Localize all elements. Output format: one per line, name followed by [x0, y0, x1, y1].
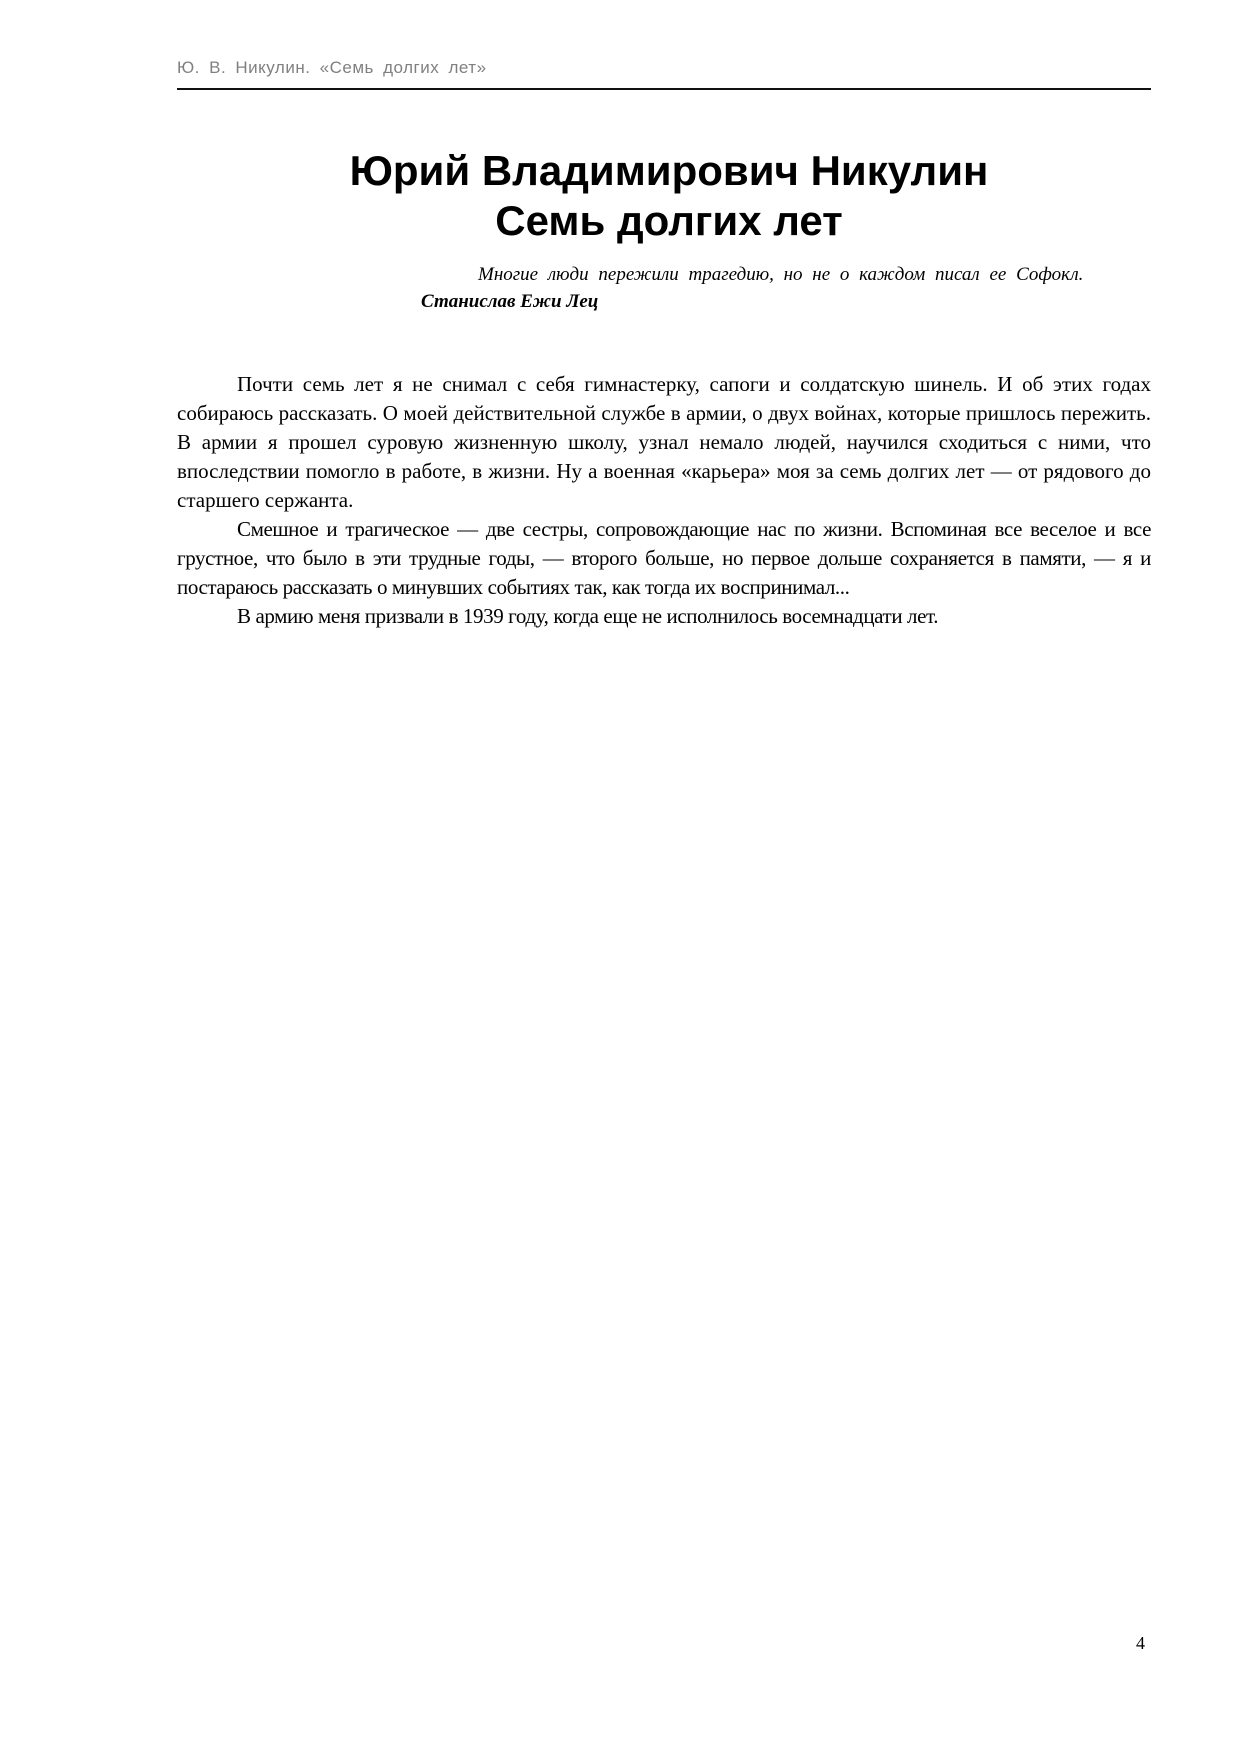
epigraph-author: Станислав Ежи Лец	[421, 291, 599, 312]
header-divider	[177, 88, 1151, 90]
epigraph-quote: Многие люди пережили трагедию, но не о каждом писал ее Софокл.	[478, 264, 1084, 285]
paragraph: Смешное и трагическое — две сестры, сопровождающие нас по жизни. Вспоминая все веселое и все грустное, что было в эти трудные годы, — второго больше, но первое дольше сохраняется в памяти, — я и постараюсь рассказать о минувших событиях так, как тогда их воспринимал...	[177, 517, 1151, 599]
running-header: Ю. В. Никулин. «Семь долгих лет»	[177, 58, 487, 77]
body-text	[177, 370, 1151, 631]
page-number: 4	[1136, 1633, 1145, 1653]
author-name: Юрий Владимирович Никулин	[349, 147, 989, 194]
book-title: Семь долгих лет	[495, 197, 843, 244]
paragraph: Почти семь лет я не снимал с себя гимнастерку, сапоги и солдатскую шинель. И об этих годах собираюсь рассказать. О моей действительной службе в армии, о двух войнах, которые пришлось пережить. В армии я прошел суровую жизненную школу, узнал немало людей, научился сходиться с ними, что впоследствии помогло в работе, в жизни. Ну а военная «карьера» моя за семь долгих лет — от рядового до старшего сержанта.	[177, 372, 1151, 512]
paragraph: В армию меня призвали в 1939 году, когда еще не исполнилось восемнадцати лет.	[237, 604, 939, 628]
page-title	[177, 146, 1151, 246]
epigraph	[421, 261, 1103, 315]
